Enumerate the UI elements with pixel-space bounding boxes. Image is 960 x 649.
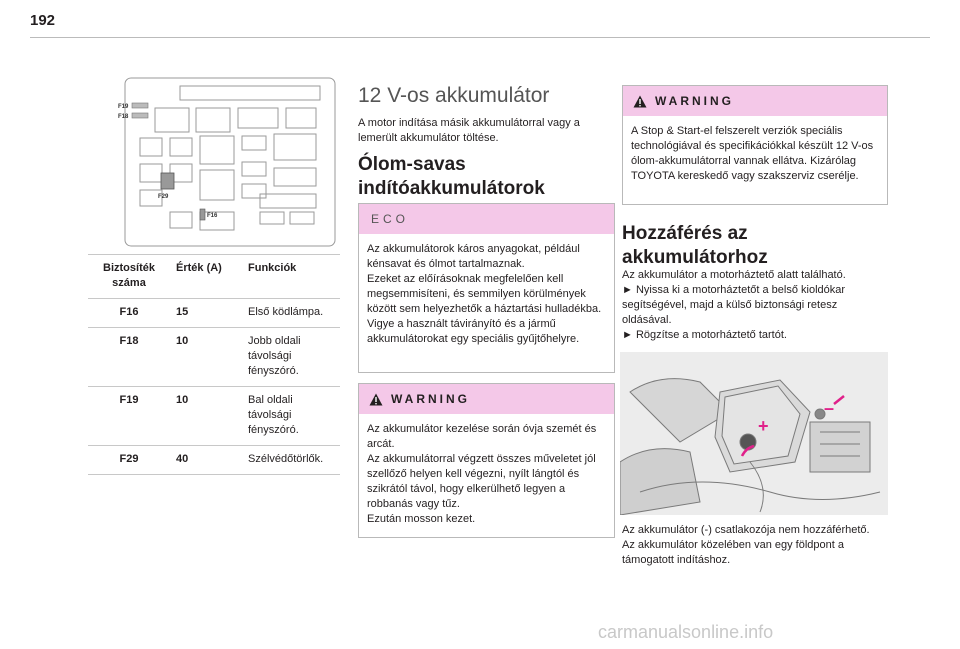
fuse-function: Szélvédőtörlők. <box>242 446 340 475</box>
eco-label: ECO <box>359 204 614 234</box>
page-number: 192 <box>30 12 56 29</box>
warning-icon <box>633 95 647 108</box>
eco-line: Ezeket az előírásoknak megfelelően kell megsemmisíteni, és semmilyen körülmények között sem helyezhetők a háztartási hulladékba. <box>367 273 602 315</box>
section-title: 12 V-os akkumulátor <box>358 84 550 107</box>
photo-caption <box>622 523 887 568</box>
plus-marker: + <box>758 416 769 436</box>
top-rule <box>30 37 930 38</box>
warning-header <box>359 384 614 414</box>
fuse-table <box>88 254 340 475</box>
eco-line: Vigye a használt távirányító és a jármű akkumulátorokat egy speciális gyűjtőhelyre. <box>367 318 580 345</box>
fuse-value: 15 <box>170 299 242 328</box>
eco-line: Az akkumulátorok káros anyagokat, például kénsavat és ólmot tartalmaznak. <box>367 243 580 270</box>
table-row <box>88 387 340 446</box>
access-heading: Hozzáférés az akkumulátorhoz <box>622 223 768 268</box>
access-step: ► Rögzítse a motorháztető tartót. <box>622 329 787 341</box>
fuse-id: F29 <box>88 446 170 475</box>
header-functions: Funkciók <box>242 255 340 299</box>
table-header-row <box>88 255 340 299</box>
warning-box-1 <box>358 383 615 538</box>
fuse-function: Jobb oldali távolsági fényszóró. <box>242 328 340 387</box>
fuse-id: F18 <box>88 328 170 387</box>
table-row <box>88 328 340 387</box>
warning-line: Ezután mosson kezet. <box>367 513 476 525</box>
label-f18: F18 <box>118 114 129 120</box>
warning-body <box>359 414 614 535</box>
table-row <box>88 299 340 328</box>
fuse-value: 10 <box>170 387 242 446</box>
label-f16: F16 <box>207 213 218 219</box>
label-f29: F29 <box>158 194 169 200</box>
fuse-value: 40 <box>170 446 242 475</box>
intro-text: A motor indítása másik akkumulátorral vagy a lemerült akkumulátor töltése. <box>358 117 580 144</box>
label-f19: F19 <box>118 104 129 110</box>
eco-box <box>358 203 615 373</box>
minus-marker: – <box>824 398 835 418</box>
fuse-function: Első ködlámpa. <box>242 299 340 328</box>
warning-box-2 <box>622 85 888 205</box>
table-row <box>88 446 340 475</box>
fuse-id: F16 <box>88 299 170 328</box>
header-value: Érték (A) <box>170 255 242 299</box>
fuse-box-diagram <box>100 72 340 252</box>
fuse-id: F19 <box>88 387 170 446</box>
warning-label: WARNING <box>655 94 734 108</box>
access-text <box>622 268 887 343</box>
access-intro: Az akkumulátor a motorháztető alatt található. <box>622 269 846 281</box>
battery-photo <box>620 352 888 515</box>
warning-icon <box>369 393 383 406</box>
access-step: ► Nyissa ki a motorháztetőt a belső kioldókar segítségével, majd a külső biztonsági retesz oldásával. <box>622 284 846 326</box>
caption-line: Az akkumulátor (-) csatlakozója nem hozzáférhető. <box>622 524 870 536</box>
lead-acid-heading: Ólom-savas indítóakkumulátorok <box>358 154 545 199</box>
warning-body: A Stop & Start-el felszerelt verziók speciális technológiával és specifikációkkal készült 12 V-os ólom-akkumulátorral vannak ellátva. Kizárólag TOYOTA kereskedő vagy szakszerviz cserélje. <box>631 125 874 182</box>
warning-line: Az akkumulátor kezelése során óvja szemét és arcát. <box>367 423 597 450</box>
fuse-value: 10 <box>170 328 242 387</box>
header-fuse-number: Biztosíték száma <box>88 255 170 299</box>
warning-header <box>623 86 887 116</box>
fuse-function: Bal oldali távolsági fényszóró. <box>242 387 340 446</box>
watermark: carmanualsonline.info <box>598 622 774 642</box>
warning-line: Az akkumulátorral végzett összes műveletet jól szellőző helyen kell végezni, nyílt lángtól és szikrától távol, hogy elkerülhető legyen a robbanás vagy tűz. <box>367 453 596 510</box>
eco-body <box>359 234 614 355</box>
warning-label: WARNING <box>391 392 470 406</box>
caption-line: Az akkumulátor közelében van egy földpont a támogatott indításhoz. <box>622 539 844 566</box>
